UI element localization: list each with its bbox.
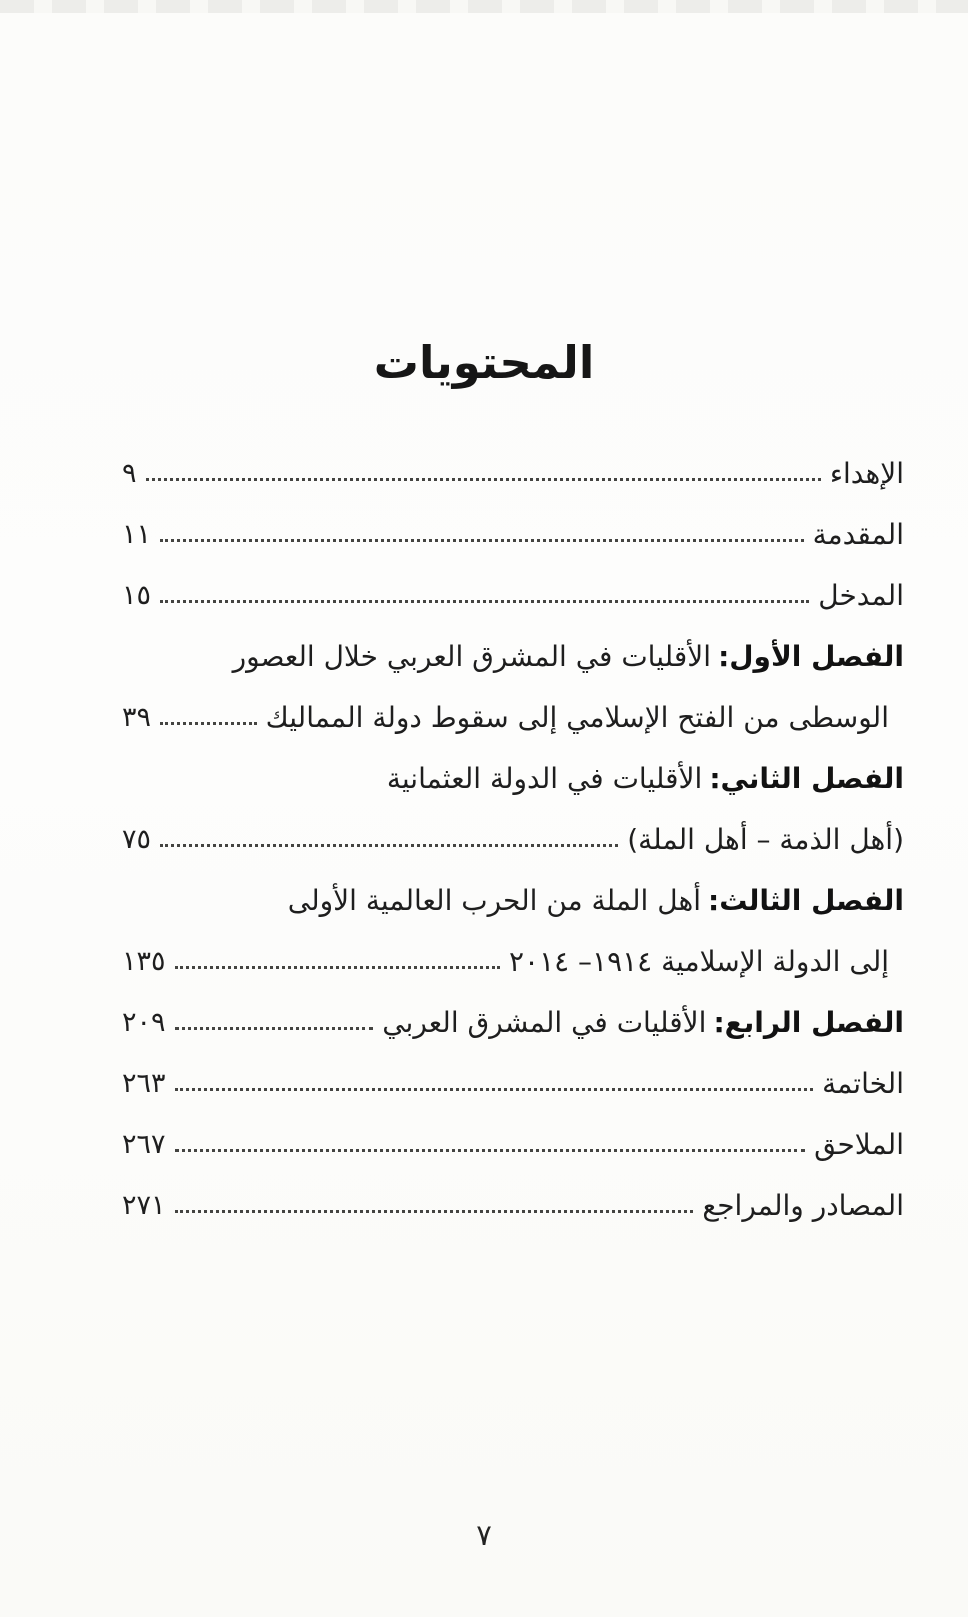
chapter-title-text: الأقليات في المشرق العربي <box>382 1006 707 1039</box>
scan-artifact-top-edge <box>0 0 968 13</box>
dot-leader <box>175 966 500 969</box>
toc-entry-chapter1-line1 <box>122 613 904 674</box>
toc-entry-conclusion <box>122 1040 904 1101</box>
toc-entry-sources-references <box>122 1162 904 1223</box>
entry-page-number: ١٣٥ <box>122 946 166 978</box>
toc-entry-chapter4 <box>122 979 904 1040</box>
entry-page-number: ١١ <box>122 519 152 551</box>
contents-title: المحتويات <box>373 336 595 389</box>
toc-entry-chapter2-line1 <box>122 735 904 796</box>
toc-entry-appendices <box>122 1101 904 1162</box>
dot-leader <box>175 1210 694 1213</box>
chapter-title-text: الأقليات في المشرق العربي خلال العصور <box>232 640 712 673</box>
chapter-prefix: الفصل الثاني: <box>709 762 904 795</box>
entry-label: الإهداء <box>829 457 904 490</box>
toc-entry-dedication <box>122 430 904 491</box>
entry-page-number: ٢٧١ <box>122 1190 166 1222</box>
entry-page-number: ١٥ <box>122 580 152 612</box>
page-number: ٧ <box>476 1518 492 1552</box>
entry-page-number: ٧٥ <box>122 824 152 856</box>
entry-label <box>288 883 904 918</box>
chapter-title-text: أهل الملة من الحرب العالمية الأولى <box>287 884 701 917</box>
entry-label: الوسطى من الفتح الإسلامي إلى سقوط دولة المماليك <box>265 701 889 734</box>
entry-label <box>382 1005 904 1040</box>
dot-leader <box>146 478 821 481</box>
entry-label: الملاحق <box>814 1128 904 1161</box>
dot-leader <box>175 1088 814 1091</box>
entry-page-number: ٢٦٣ <box>122 1068 166 1100</box>
entry-label: إلى الدولة الإسلامية ١٩١٤– ٢٠١٤ <box>508 945 889 978</box>
chapter-prefix: الفصل الرابع: <box>713 1006 904 1039</box>
entry-label <box>387 761 904 796</box>
toc-entry-prologue <box>122 552 904 613</box>
chapter-title-text: الأقليات في الدولة العثمانية <box>386 762 703 795</box>
chapter-prefix: الفصل الثالث: <box>708 884 904 917</box>
entry-page-number: ٣٩ <box>122 702 152 734</box>
dot-leader <box>160 539 804 542</box>
chapter-prefix: الفصل الأول: <box>718 640 904 673</box>
toc-entry-chapter3-line2 <box>122 918 904 979</box>
entry-label: (أهل الذمة – أهل الملة) <box>627 823 904 856</box>
entry-page-number: ٩ <box>122 458 137 490</box>
entry-label: المقدمة <box>812 518 904 551</box>
toc-entry-chapter1-line2 <box>122 674 904 735</box>
dot-leader <box>160 722 257 725</box>
dot-leader <box>175 1149 806 1152</box>
entry-label: الخاتمة <box>822 1067 904 1100</box>
entry-page-number: ٢٦٧ <box>122 1129 166 1161</box>
dot-leader <box>175 1027 374 1030</box>
toc-entry-introduction <box>122 491 904 552</box>
entry-label <box>233 639 904 674</box>
entry-page-number: ٢٠٩ <box>122 1007 166 1039</box>
table-of-contents <box>122 430 904 1223</box>
entry-label: المدخل <box>818 579 904 612</box>
toc-entry-chapter3-line1 <box>122 857 904 918</box>
dot-leader <box>160 844 618 847</box>
toc-entry-chapter2-line2 <box>122 796 904 857</box>
dot-leader <box>160 600 809 603</box>
entry-label: المصادر والمراجع <box>702 1189 904 1222</box>
